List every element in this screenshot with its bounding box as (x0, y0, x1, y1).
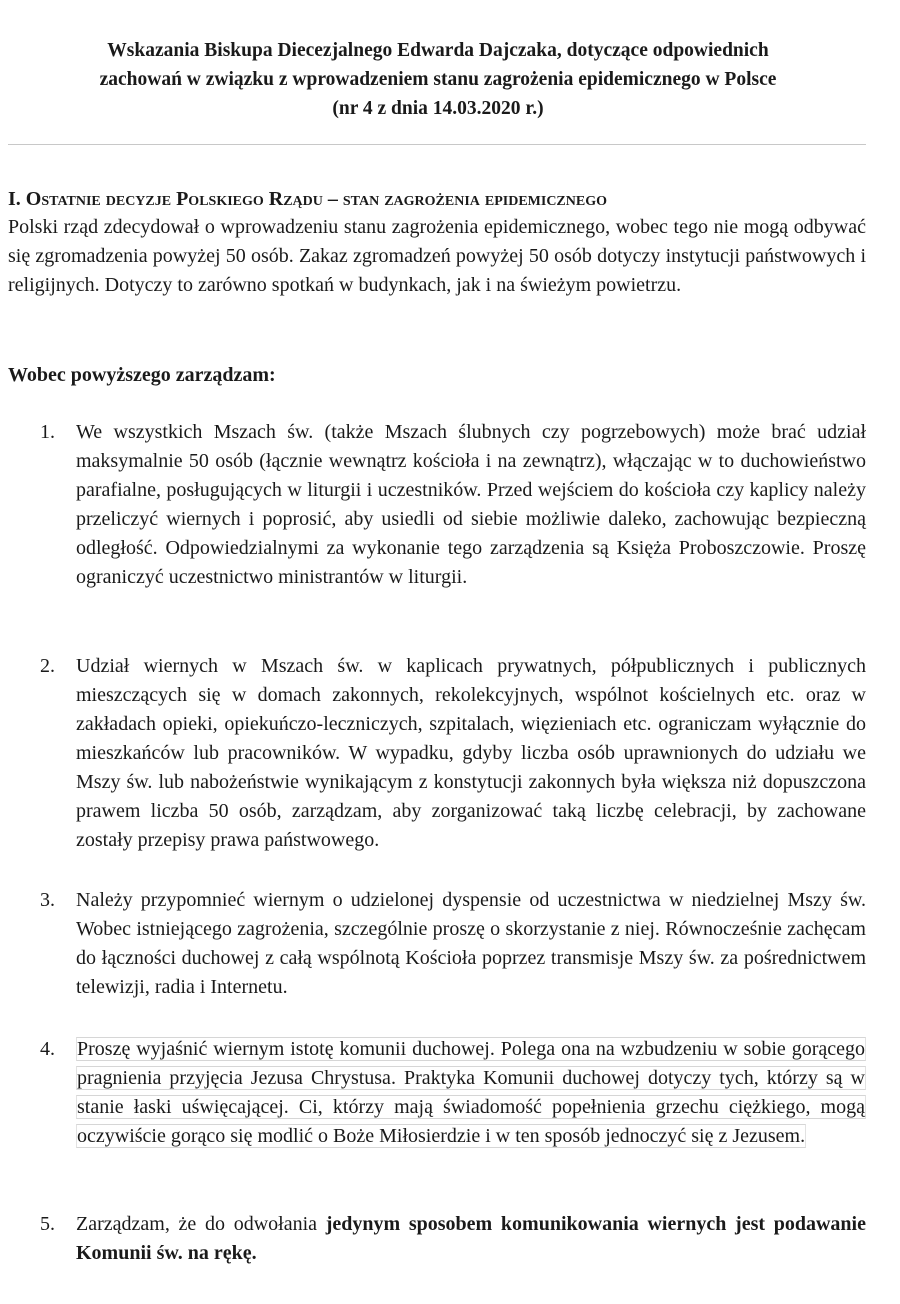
list-item-text-bold: jedynym sposobem komunikowania wiernych jest podawanie Komunii św. na rękę. (76, 1213, 866, 1264)
list-item-2 (40, 652, 866, 855)
list-item-text: We wszystkich Mszach św. (także Mszach ślubnych czy pogrzebowych) może brać udział maksymalnie 50 osób (łącznie wewnątrz kościoła i na zewnątrz), włączając w to duchowieństwo parafialne, posługujących w liturgii i uczestników. Przed wejściem do kościoła czy kaplicy należy przeliczyć wiernych i poprosić, aby usiedli od siebie możliwie daleko, zachowując bezpieczną odległość. Odpowiedzialnymi za wykonanie tego zarządzenia są Księża Proboszczowie. Proszę ograniczyć uczestnictwo ministrantów w liturgii. (76, 421, 866, 588)
title-divider (8, 144, 866, 145)
list-item-text (76, 1213, 866, 1264)
list-item-text: Należy przypomnieć wiernym o udzielonej dyspensie od uczestnictwa w niedzielnej Mszy św. Wobec istniejącego zagrożenia, szczególnie proszę o skorzystanie z niej. Równocześnie zachęcam do łączności duchowej z całą wspólnotą Kościoła poprzez transmisje Mszy św. za pośrednictwem telewizji, radia i Internetu. (76, 889, 866, 998)
title-line-3: (nr 4 z dnia 14.03.2020 r.) (332, 98, 544, 119)
list-item-number: 2. (40, 655, 55, 677)
list-item-3 (40, 886, 866, 1002)
list-item-text: Udział wiernych w Mszach św. w kaplicach prywatnych, półpublicznych i publicznych mieszczących się w domach zakonnych, rekolekcyjnych, wspólnot kościelnych etc. oraz w zakładach opieki, opiekuńczo-leczniczych, szpitalach, więzieniach etc. ograniczam wyłącznie do mieszkańców lub pracowników. W wypadku, gdyby liczba osób uprawnionych do udziału we Mszy św. lub nabożeństwie wynikającym z konstytucji zakonnych była większa niż dopuszczona prawem liczba 50 osób, zarządzam, aby zorganizować taką liczbę celebracji, by zachowane zostały przepisy prawa państwowego. (76, 655, 866, 851)
section-heading (8, 185, 607, 213)
list-item-text-highlighted: Proszę wyjaśnić wiernym istotę komunii duchowej. Polega ona na wzbudzeniu w sobie gorącego pragnienia przyjęcia Jezusa Chrystusa. Praktyka Komunii duchowej dotyczy tych, którzy są w stanie łaski uświęcającej. Ci, którzy mają świadomość popełnienia grzechu ciężkiego, mogą oczywiście gorąco się modlić o Boże Miłosierdzie i w ten sposób jednoczyć się z Jezusem. (77, 1038, 865, 1147)
section-heading-text: Ostatnie decyzje Polskiego Rządu – stan zagrożenia epidemicznego (25, 188, 607, 210)
section-number: I. (8, 188, 26, 210)
list-item-5 (40, 1210, 866, 1268)
list-item-number: 1. (40, 421, 55, 443)
list-item-number: 3. (40, 889, 55, 911)
list-item-number: 5. (40, 1213, 55, 1235)
list-item-4 (40, 1035, 866, 1151)
title-line-1: Wskazania Biskupa Diecezjalnego Edwarda Dajczaka, dotyczące odpowiednich (107, 40, 769, 61)
title-line-2: zachowań w związku z wprowadzeniem stanu zagrożenia epidemicznego w Polsce (99, 69, 777, 90)
list-item-number: 4. (40, 1038, 55, 1060)
section-intro: Polski rząd zdecydował o wprowadzeniu stanu zagrożenia epidemicznego, wobec tego nie mogą odbywać się zgromadzenia powyżej 50 osób. Zakaz zgromadzeń powyżej 50 osób dotyczy instytucji państwowych i religijnych. Dotyczy to zarówno spotkań w budynkach, jak i na świeżym powietrzu. (8, 216, 866, 296)
list-item-1 (40, 418, 866, 592)
directive-lead: Wobec powyższego zarządzam: (8, 364, 276, 386)
document-title (0, 36, 876, 123)
list-item-text-plain: Zarządzam, że do odwołania (76, 1213, 326, 1235)
